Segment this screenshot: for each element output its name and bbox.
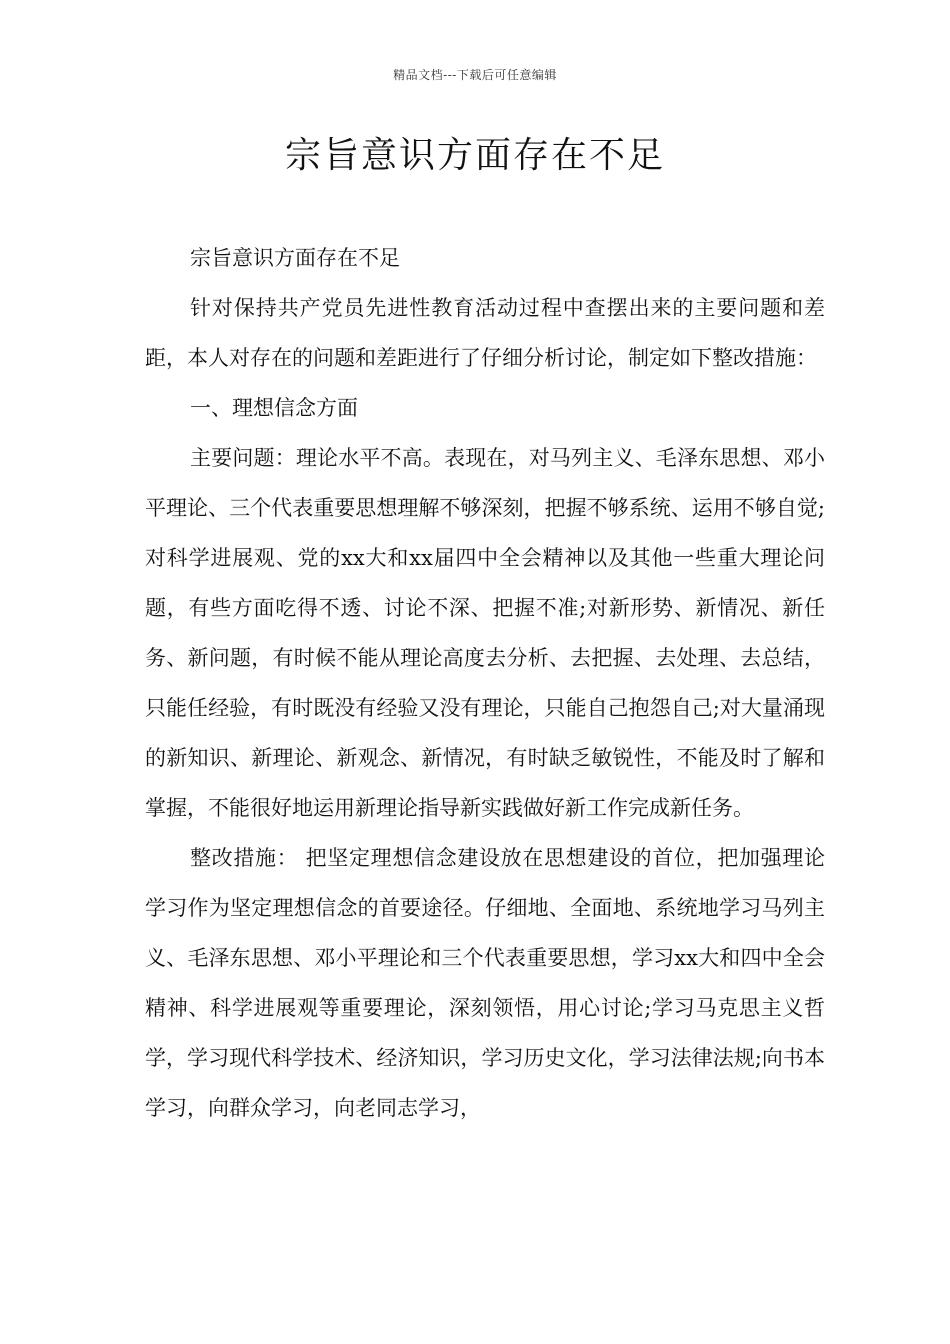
paragraph-subtitle: 宗旨意识方面存在不足: [190, 246, 400, 270]
paragraph-section-heading: 一、理想信念方面: [190, 396, 358, 420]
page-title: 宗旨意识方面存在不足: [284, 135, 665, 176]
document-body: [145, 233, 825, 1133]
paragraph-main-problems: 主要问题：理论水平不高。表现在，对马列主义、毛泽东思想、邓小平理论、三个代表重要思想理解不够深刻，把握不够系统、运用不够自觉;对科学进展观、党的xx大和xx届四中全会精神以及其他一些重大理论问题，有些方面吃得不透、讨论不深、把握不准;对新形势、新情况、新任务、新问题，有时候不能从理论高度去分析、去把握、去处理、去总结，只能任经验，有时既没有经验又没有理论，只能自己抱怨自己;对大量涌现的新知识、新理论、新观念、新情况，有时缺乏敏锐性，不能及时了解和掌握，不能很好地运用新理论指导新实践做好新工作完成新任务。: [145, 446, 825, 820]
paragraph-rectification-measures: 整改措施： 把坚定理想信念建设放在思想建设的首位，把加强理论学习作为坚定理想信念的首要途径。仔细地、全面地、系统地学习马列主义、毛泽东思想、邓小平理论和三个代表重要思想，学习xx大和四中全会精神、科学进展观等重要理论，深刻领悟，用心讨论;学习马克思主义哲学，学习现代科学技术、经济知识，学习历史文化，学习法律法规;向书本学习，向群众学习，向老同志学习，: [145, 846, 825, 1120]
paragraph-intro: 针对保持共产党员先进性教育活动过程中查摆出来的主要问题和差距，本人对存在的问题和差距进行了仔细分析讨论，制定如下整改措施：: [145, 296, 825, 370]
header-note: 精品文档---下载后可任意编辑: [393, 68, 557, 82]
